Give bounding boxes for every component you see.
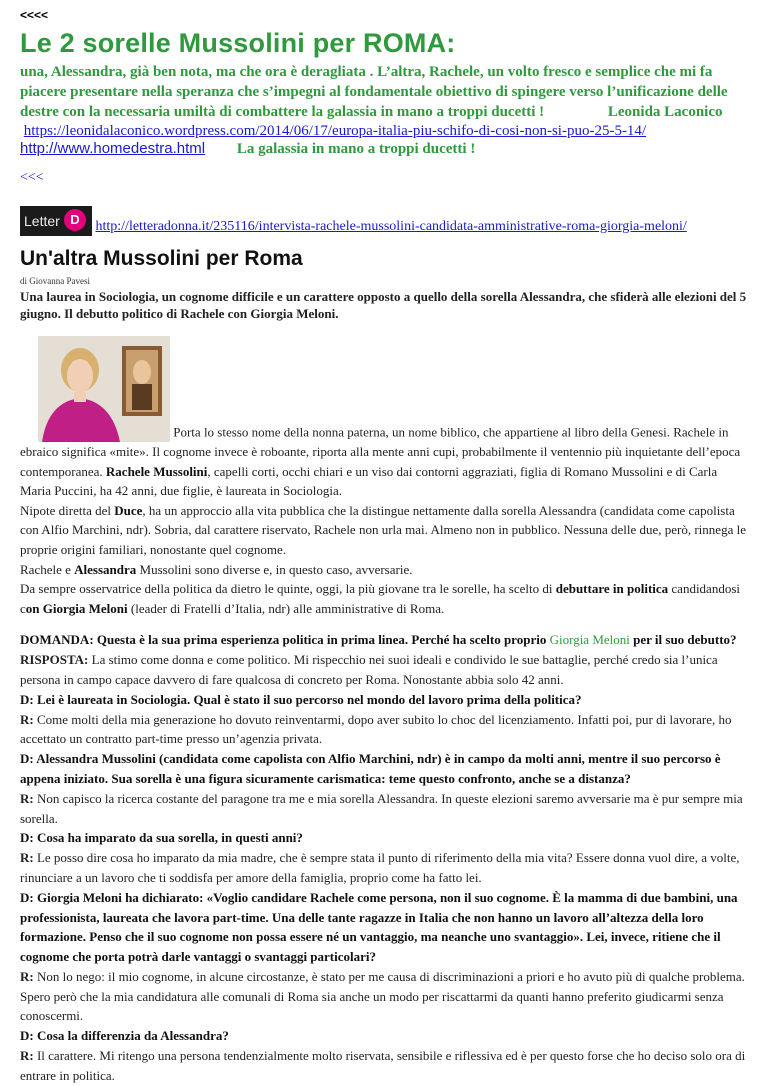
para-3-name: Alessandra [74, 561, 137, 577]
question-6: D: Cosa la differenzia da Alessandra? [20, 1028, 229, 1044]
interview [20, 630, 748, 1085]
para-2a: Nipote diretta del [20, 502, 111, 518]
para-4 [20, 579, 748, 618]
para-4a: Da sempre osservatrice della politica da dietro le quinte, oggi, la più giovane tra le sorelle, ha scelto di [20, 581, 553, 597]
question-4: D: Cosa ha imparato da sua sorella, in questi anni? [20, 830, 303, 846]
answer-6 [20, 1046, 748, 1086]
answer-3-label: R: [20, 790, 34, 806]
page-title: Le 2 sorelle Mussolini per ROMA: [20, 28, 456, 58]
para-3b: Mussolini sono diverse e, in questo caso, avversarie. [139, 561, 413, 577]
answer-4-text: Le posso dire cosa ho imparato da mia madre, che è sempre stata il punto di riferimento della mia vita? Essere donna vuol dire, a volte, rinunciare a un lavoro che ti soddisfa per amore della famiglia, proprio come ha fatto lei. [20, 850, 740, 885]
portrait-photo [20, 336, 170, 442]
question-5: D: Giorgia Meloni ha dichiarato: «Voglio candidare Rachele come persona, non il suo cognome. È la mamma di due bambini, una professionista, laureata che lavora part-time. Una delle tante ragazze in Italia che non hanno un lavoro all’altezza della loro formazione. Penso che il suo cognome non possa essere né un vantaggio, ma neanche uno svantaggio». Lei, invece, ritiene che il cognome che porta potrà darle vantaggi o svantaggi particolari? [20, 889, 738, 965]
answer-1-text: La stimo come donna e come politico. Mi rispecchio nei suoi ideali e condivido le sue battaglie, perché credo sia l’unica persona in campo capace davvero di fare qualcosa di concreto per Roma. Nonostante abbia solo 42 anni. [20, 652, 718, 687]
letteradonna-logo[interactable] [20, 206, 92, 236]
para-4b: candidandosi c [20, 581, 740, 616]
signature: Leonida Laconico [607, 104, 723, 120]
answer-3 [20, 789, 748, 829]
homedestra-tail: La galassia in mano a troppi ducetti ! [236, 141, 476, 157]
answer-3-text: Non capisco la ricerca costante del paragone tra me e mia sorella Alessandra. In queste elezioni saremo avversarie ma è pur sempre mia sorella. [20, 790, 743, 826]
para-4-bold: debuttare in politica [555, 581, 669, 597]
question-3: D: Alessandra Mussolini (candidata come capolista con Alfio Marchini, ndr) è in campo da molti anni, mentre il suo percorso è appena iniziato. Sua sorella è una figura sicuramente carismatica: teme questo confronto, anche se a distanza? [20, 751, 721, 786]
para-3 [20, 560, 748, 580]
answer-2-text: Come molti della mia generazione ho dovuto reinventarmi, dopo aver subito lo choc del licenziamento. Infatti poi, pur di lavorare, ho accettato un contratto part-time presso un’agenzia privata. [20, 711, 732, 747]
answer-6-text: Il carattere. Mi ritengo una persona tendenzialmente molto riservata, sensibile e riflessiva ed è per questo forse che ho deciso solo ora di entrare in politica. [20, 1048, 746, 1083]
answer-1 [20, 650, 748, 690]
answer-6-label: R: [20, 1048, 34, 1064]
question-1b: per il suo debutto? [633, 632, 737, 648]
article-byline: di Giovanna Pavesi [20, 276, 90, 286]
para-4c: (leader di Fratelli d’Italia, ndr) alle amministrative di Roma. [130, 600, 445, 616]
back-link-mid[interactable]: <<< [20, 170, 44, 185]
article-heading: Un'altra Mussolini per Roma [20, 247, 303, 270]
answer-5-text: Non lo nego: il mio cognome, in alcune circostanze, è stato per me causa di discriminazioni a priori e ho avuto più di qualche problema. Spero però che la mia candidatura alle comunali di Roma sia anche un modo per riscattarmi da quanti hanno preferito giudicarmi senza conoscermi. [20, 968, 745, 1024]
letteradonna-link[interactable]: http://letteradonna.it/235116/intervista-rachele-mussolini-candidata-amministrative-roma-giorgia-meloni/ [95, 219, 687, 234]
article-lead: Una laurea in Sociologia, un cognome difficile e un carattere opposto a quello della sorella Alessandra, che sfiderà alle elezioni del 5 giugno. Il debutto politico di Rachele con Giorgia Meloni. [20, 289, 747, 321]
para-1-name: Rachele Mussolini [105, 463, 208, 479]
answer-4-label: R: [20, 850, 34, 866]
para-2-duce: Duce [114, 502, 143, 518]
intro-body: una, Alessandra, già ben nota, ma che ora è deragliata . L’altra, Rachele, un volto fresco e semplice che mi fa piacere presentare nella speranza che s’impegni al fondamentale obiettivo di spingere verso l’unificazione delle destre con la necessaria umiltà di combattere la galassia in mano a troppi ducetti ! [20, 64, 728, 120]
para-3a: Rachele e [20, 561, 71, 577]
para-4-bold2: on Giorgia Meloni [25, 600, 128, 616]
para-2b: , ha un approccio alla vita pubblica che la distingue nettamente dalla sorella Alessandra (candidata come capolista con Alfio Marchini, ndr). Sobria, dal carattere riservato, Rachele non urla mai. Almeno non in pubblico. Nessuna delle due, però, rinnega le proprie origini familiari, nonostante quel cognome. [20, 502, 746, 557]
homedestra-link[interactable]: http://www.homedestra.html [20, 140, 206, 157]
answer-2 [20, 710, 748, 750]
letteradonna-row [20, 206, 748, 236]
laconico-link[interactable]: https://leonidalaconico.wordpress.com/2014/06/17/europa-italia-piu-schifo-di-cosi-non-si-puo-25-5-14/ [23, 123, 647, 139]
para-1b: , capelli corti, occhi chiari e un viso dai contorni aggraziati, figlia di Romano Mussolini e di Carla Maria Puccini, ha 42 anni, due figlie, è laureata in Sociologia. [20, 463, 718, 499]
answer-4 [20, 848, 748, 888]
homedestra-row [20, 140, 748, 158]
question-1 [20, 630, 748, 650]
question-2: D: Lei è laureata in Sociologia. Qual è stato il suo percorso nel mondo del lavoro prima della politica? [20, 691, 582, 707]
logo-d-icon: D [64, 209, 86, 231]
laconico-link-row [20, 122, 748, 140]
answer-2-label: R: [20, 711, 34, 727]
meloni-link[interactable]: Giorgia Meloni [549, 632, 630, 648]
para-1a: Porta lo stesso nome della nonna paterna, un nome biblico, che appartiene al libro della Genesi. Rachele in ebraico significa «mite». Il cognome invece è roboante, riporta alla mente anni cupi, probabilmente il ventennio più inquietante dell’epoca contemporanea. [20, 424, 741, 479]
question-1a: DOMANDA: Questa è la sua prima esperienza politica in prima linea. Perché ha scelto proprio [20, 632, 547, 648]
answer-5 [20, 967, 748, 1026]
answer-5-label: R: [20, 968, 34, 984]
answer-1-label: RISPOSTA: [20, 652, 89, 668]
logo-text: Letter [24, 213, 60, 229]
para-2 [20, 501, 748, 560]
article-body [20, 336, 748, 618]
intro-text [20, 62, 748, 122]
back-link-top[interactable]: <<<< [20, 8, 49, 22]
